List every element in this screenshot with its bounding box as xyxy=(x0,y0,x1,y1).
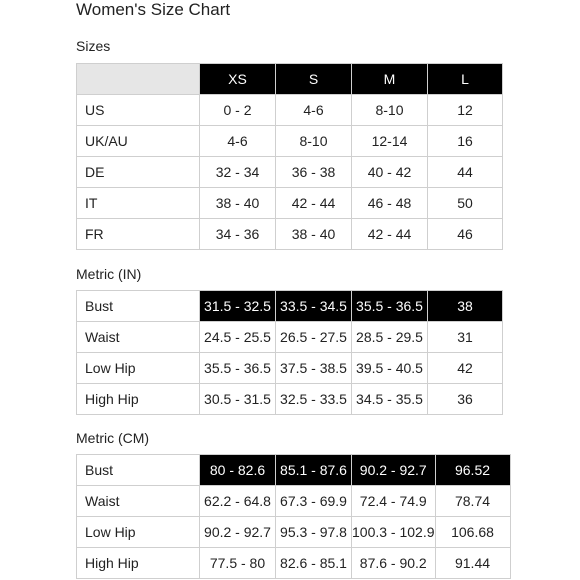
size-header-s: S xyxy=(276,64,352,95)
row-label-us: US xyxy=(77,95,200,126)
row-label-waist: Waist xyxy=(77,486,200,517)
table-row xyxy=(77,548,511,579)
table-cell: 78.74 xyxy=(435,486,510,517)
table-cell: 38 - 40 xyxy=(276,219,352,250)
table-cell: 72.4 - 74.9 xyxy=(352,486,436,517)
table-cell: 44 xyxy=(428,157,503,188)
table-cell: 39.5 - 40.5 xyxy=(352,353,428,384)
metric-in-section-label: Metric (IN) xyxy=(76,266,142,282)
row-label-fr: FR xyxy=(77,219,200,250)
table-cell: 8-10 xyxy=(352,95,428,126)
table-cell: 100.3 - 102.9 xyxy=(352,517,436,548)
table-row xyxy=(77,188,503,219)
table-row xyxy=(77,219,503,250)
sizes-table xyxy=(76,63,503,250)
table-cell: 0 - 2 xyxy=(200,95,276,126)
table-row xyxy=(77,291,503,322)
table-row xyxy=(77,384,503,415)
table-cell: 62.2 - 64.8 xyxy=(200,486,276,517)
table-cell: 90.2 - 92.7 xyxy=(200,517,276,548)
table-cell: 4-6 xyxy=(200,126,276,157)
row-label-bust: Bust xyxy=(77,291,200,322)
table-cell: 85.1 - 87.6 xyxy=(276,455,352,486)
table-cell: 67.3 - 69.9 xyxy=(276,486,352,517)
table-cell: 50 xyxy=(428,188,503,219)
table-row xyxy=(77,126,503,157)
table-row xyxy=(77,486,511,517)
table-cell: 42 - 44 xyxy=(276,188,352,219)
table-cell: 90.2 - 92.7 xyxy=(352,455,436,486)
corner-cell xyxy=(77,64,200,95)
table-cell: 24.5 - 25.5 xyxy=(200,322,276,353)
table-cell: 8-10 xyxy=(276,126,352,157)
table-cell: 38 - 40 xyxy=(200,188,276,219)
table-cell: 46 - 48 xyxy=(352,188,428,219)
sizes-header-row xyxy=(77,64,503,95)
table-cell: 38 xyxy=(428,291,503,322)
row-label-low-hip: Low Hip xyxy=(77,517,200,548)
table-cell: 31 xyxy=(428,322,503,353)
table-cell: 34.5 - 35.5 xyxy=(352,384,428,415)
table-row xyxy=(77,517,511,548)
table-cell: 36 xyxy=(428,384,503,415)
table-cell: 96.52 xyxy=(435,455,510,486)
table-row xyxy=(77,322,503,353)
metric-cm-section-label: Metric (CM) xyxy=(76,430,150,446)
table-cell: 33.5 - 34.5 xyxy=(276,291,352,322)
row-label-high-hip: High Hip xyxy=(77,384,200,415)
table-cell: 42 - 44 xyxy=(352,219,428,250)
table-cell: 12-14 xyxy=(352,126,428,157)
table-cell: 31.5 - 32.5 xyxy=(200,291,276,322)
table-cell: 77.5 - 80 xyxy=(200,548,276,579)
table-cell: 12 xyxy=(428,95,503,126)
table-cell: 87.6 - 90.2 xyxy=(352,548,436,579)
table-cell: 95.3 - 97.8 xyxy=(276,517,352,548)
row-label-low-hip: Low Hip xyxy=(77,353,200,384)
row-label-uk-au: UK/AU xyxy=(77,126,200,157)
table-row xyxy=(77,95,503,126)
table-cell: 16 xyxy=(428,126,503,157)
table-row xyxy=(77,157,503,188)
row-label-waist: Waist xyxy=(77,322,200,353)
row-label-de: DE xyxy=(77,157,200,188)
table-cell: 82.6 - 85.1 xyxy=(276,548,352,579)
table-cell: 91.44 xyxy=(435,548,510,579)
table-row xyxy=(77,353,503,384)
page-title: Women's Size Chart xyxy=(76,0,231,19)
metric-cm-table xyxy=(76,454,511,579)
size-header-xs: XS xyxy=(200,64,276,95)
table-cell: 37.5 - 38.5 xyxy=(276,353,352,384)
table-row xyxy=(77,455,511,486)
metric-in-table xyxy=(76,290,503,415)
table-cell: 32 - 34 xyxy=(200,157,276,188)
table-cell: 35.5 - 36.5 xyxy=(200,353,276,384)
table-cell: 26.5 - 27.5 xyxy=(276,322,352,353)
table-cell: 80 - 82.6 xyxy=(200,455,276,486)
row-label-bust: Bust xyxy=(77,455,200,486)
row-label-high-hip: High Hip xyxy=(77,548,200,579)
table-cell: 30.5 - 31.5 xyxy=(200,384,276,415)
table-cell: 36 - 38 xyxy=(276,157,352,188)
table-cell: 34 - 36 xyxy=(200,219,276,250)
table-cell: 4-6 xyxy=(276,95,352,126)
table-cell: 42 xyxy=(428,353,503,384)
table-cell: 32.5 - 33.5 xyxy=(276,384,352,415)
table-cell: 28.5 - 29.5 xyxy=(352,322,428,353)
table-cell: 106.68 xyxy=(435,517,510,548)
table-cell: 35.5 - 36.5 xyxy=(352,291,428,322)
sizes-section-label: Sizes xyxy=(76,38,111,54)
table-cell: 46 xyxy=(428,219,503,250)
table-cell: 40 - 42 xyxy=(352,157,428,188)
size-header-m: M xyxy=(352,64,428,95)
size-header-l: L xyxy=(428,64,503,95)
row-label-it: IT xyxy=(77,188,200,219)
